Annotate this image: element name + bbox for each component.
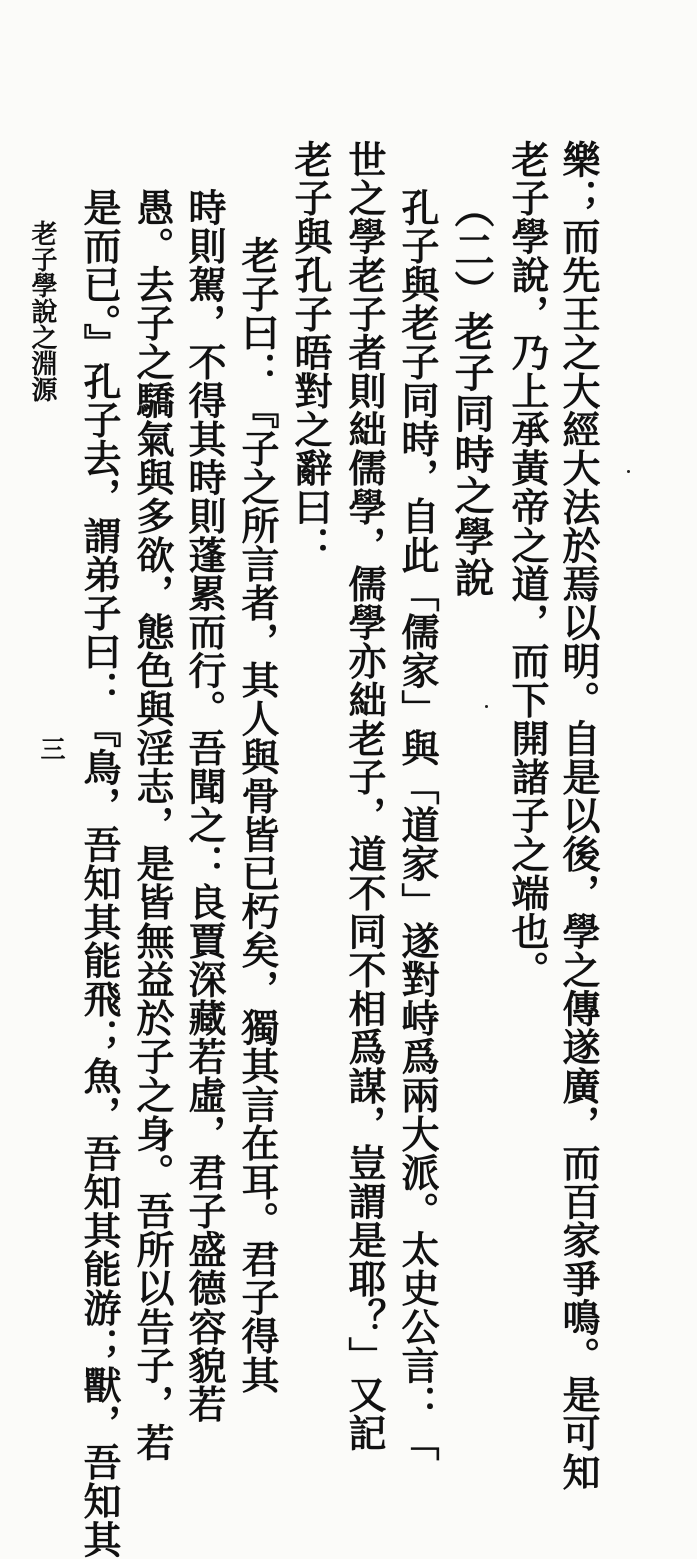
text-column-5: 世之學老子者則絀儒學，儒學亦絀老子，道不同不相爲謀，豈謂是耶？」又記 xyxy=(342,140,387,1453)
printing-speck xyxy=(627,470,630,473)
page-number: 三 xyxy=(37,736,66,761)
text-column-6: 老子與孔子晤對之辭曰： xyxy=(288,140,333,565)
text-column-2: 老子學說，乃上承黃帝之道，而下開諸子之端也。 xyxy=(505,140,550,990)
section-heading: （二）老子同時之學說 xyxy=(448,188,495,598)
text-column-8: 時則駕，不得其時則蓬累而行。吾聞之：良賈深藏若虛，君子盛德容貌若 xyxy=(182,188,227,1424)
text-column-10: 是而已。』孔子去，謂弟子曰：『鳥，吾知其能飛；魚，吾知其能游；獸，吾知其 xyxy=(77,188,122,1559)
text-column-7: 老子曰：『子之所言者，其人與骨皆已朽矣，獨其言在耳。君子得其 xyxy=(235,236,280,1394)
text-column-4: 孔子與老子同時，自此「儒家」與「道家」遂對峙爲兩大派。太史公言：「 xyxy=(395,188,440,1462)
text-column-9: 愚。去子之驕氣與多欲，態色與淫志，是皆無益於子之身。吾所以告子，若 xyxy=(130,188,175,1462)
running-title: 老子學說之淵源 xyxy=(27,220,57,402)
printing-speck xyxy=(485,705,488,708)
text-column-1: 樂；而先王之大經大法於焉以明。自是以後，學之傳遂廣，而百家爭鳴。是可知 xyxy=(556,140,601,1491)
